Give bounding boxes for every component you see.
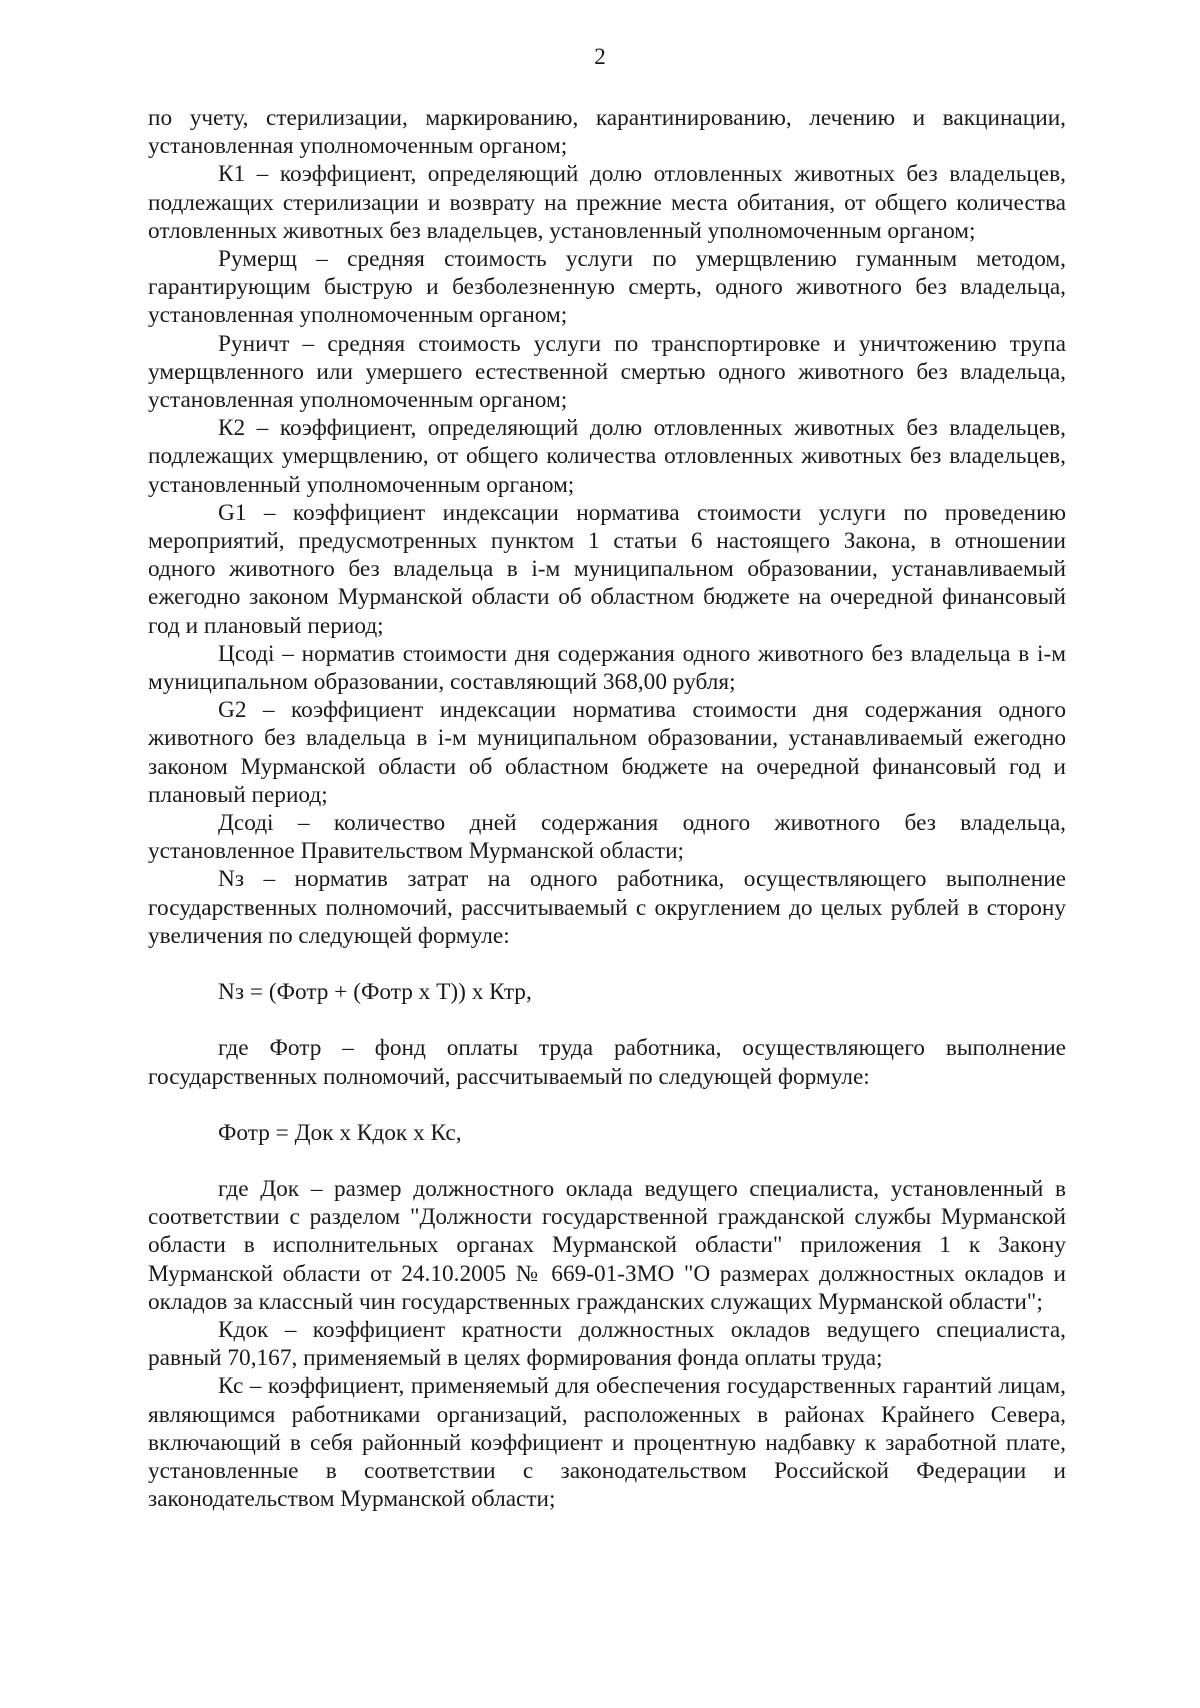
page-number: 2 [594,44,606,69]
formula-fotr: Фотр = Док х Кдок х Кс, [218,1119,462,1146]
paragraph-rumershch: Румерщ – средняя стоимость услуги по умерщвлению гуманным методом, гарантирующим быструю и безболезненную смерть, одного животного без владельца, установленная уполномоченным органом; [148,246,1066,329]
paragraph-ks: Кс – коэффициент, применяемый для обеспечения государственных гарантий лицам, являющимся работниками организаций, расположенных в районах Крайнего Севера, включающий в себя районный коэффициент и процентную надбавку к заработной плате, установленные в соответствии с законодательством Российской Федерации и законодательством Мурманской области; [148,1373,1066,1513]
paragraph-dok: где Док – размер должностного оклада ведущего специалиста, установленный в соответствии с разделом "Должности государственной гражданской службы Мурманской области в исполнительных органах Мурманской области" приложения 1 к Закону Мурманской области от 24.10.2005 № 669-01-ЗМО "О размерах должностных окладов и окладов за классный чин государственных гражданских служащих Мурманской области"; [148,1175,1066,1315]
paragraph-fotr: где Фотр – фонд оплаты труда работника, осуществляющего выполнение государственных полномочий, рассчитываемый по следующей формуле: [148,1035,1066,1090]
paragraph-k1: К1 – коэффициент, определяющий долю отловленных животных без владельцев, подлежащих стерилизации и возврату на прежние места обитания, от общего количества отловленных животных без владельцев, установленный уполномоченным органом; [148,161,1066,244]
paragraph-g2: G2 – коэффициент индексации норматива стоимости дня содержания одного животного без владельца в і-м муниципальном образовании, устанавливаемый ежегодно законом Мурманской области об областном бюджете на очередной финансовый год и плановый период; [148,697,1066,808]
formula-nz: Nз = (Фотр + (Фотр х Т)) х Ктр, [218,979,532,1006]
paragraph-continuation: по учету, стерилизации, маркированию, карантинированию, лечению и вакцинации, установленная уполномоченным органом; [148,105,1066,160]
document-body [148,104,1066,1513]
paragraph-k2: К2 – коэффициент, определяющий долю отловленных животных без владельцев, подлежащих умерщвлению, от общего количества отловленных животных без владельцев, установленный уполномоченным органом; [148,415,1066,498]
paragraph-nz: Nз – норматив затрат на одного работника, осуществляющего выполнение государственных полномочий, рассчитываемый с округлением до целых рублей в сторону увеличения по следующей формуле: [148,866,1066,949]
paragraph-kdok: Кдок – коэффициент кратности должностных окладов ведущего специалиста, равный 70,167, применяемый в целях формирования фонда оплаты труда; [148,1316,1066,1372]
paragraph-g1: G1 – коэффициент индексации норматива стоимости услуги по проведению мероприятий, предусмотренных пунктом 1 статьи 6 настоящего Закона, в отношении одного животного без владельца в і-м муниципальном образовании, устанавливаемый ежегодно законом Мурманской области об областном бюджете на очередной финансовый год и плановый период; [148,499,1066,639]
paragraph-tsodi: Цсоді – норматив стоимости дня содержания одного животного без владельца в і-м муниципальном образовании, составляющий 368,00 рубля; [148,640,1066,696]
paragraph-dsodi: Дсоді – количество дней содержания одного животного без владельца, установленное Правительством Мурманской области; [148,810,1066,865]
paragraph-runicht: Руничт – средняя стоимость услуги по транспортировке и уничтожению трупа умерщвленного или умершего естественной смертью одного животного без владельца, установленная уполномоченным органом; [148,330,1066,414]
